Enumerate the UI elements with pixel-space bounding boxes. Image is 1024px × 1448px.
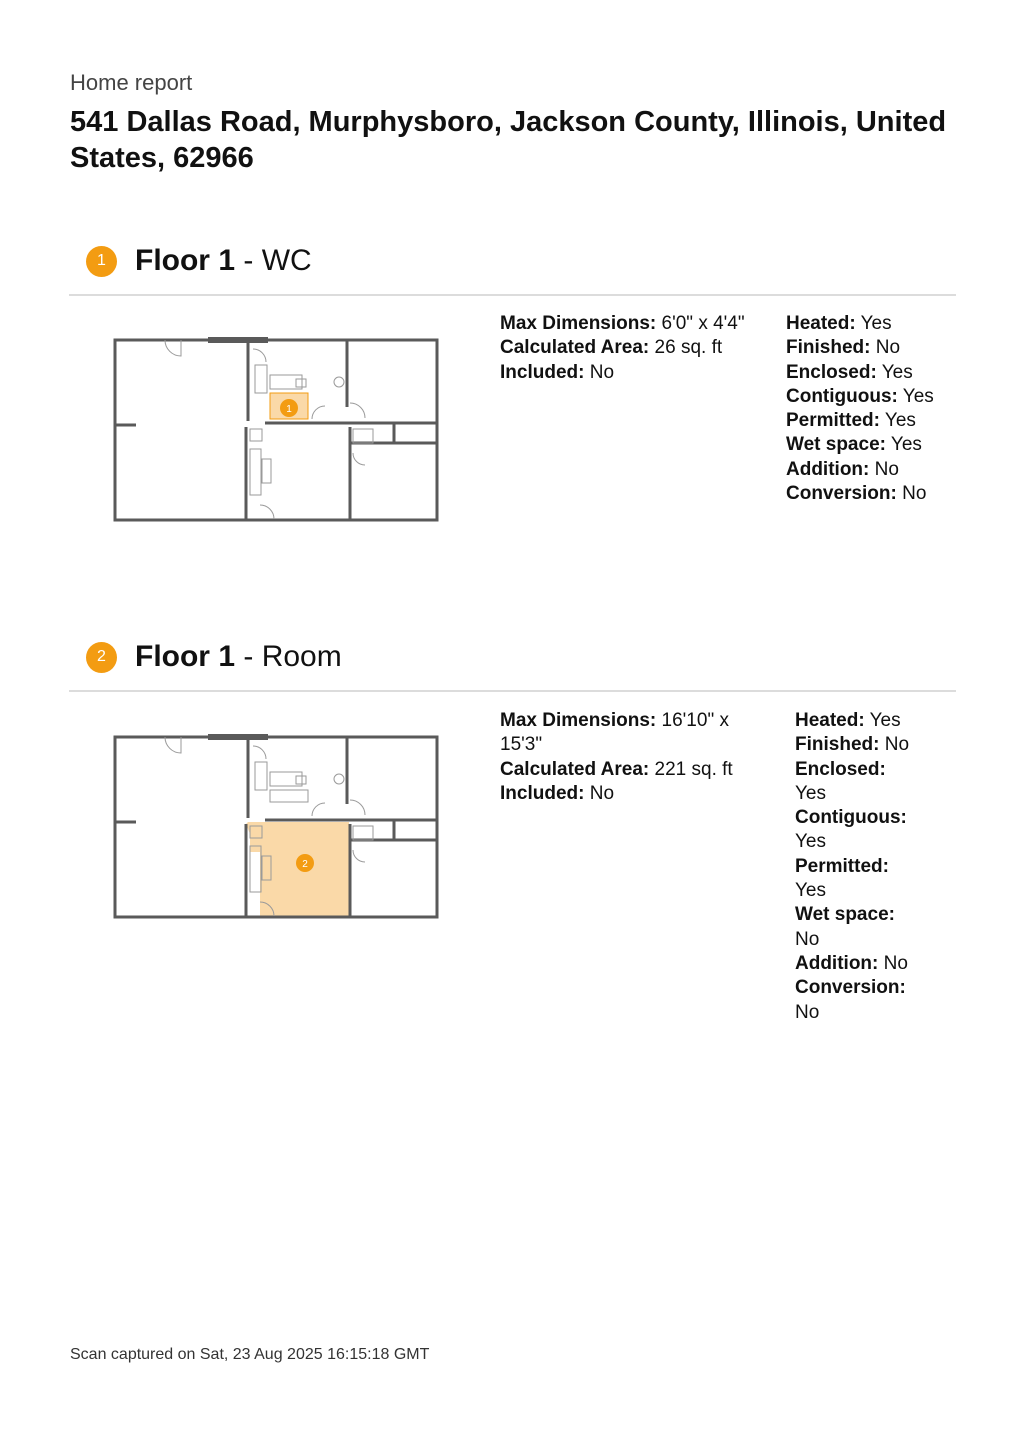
- section-heading: [86, 241, 312, 281]
- room-name: WC: [261, 244, 312, 277]
- detail-row: [500, 312, 770, 336]
- detail-value: No: [589, 782, 615, 804]
- attribute-row: [795, 976, 920, 1025]
- attribute-label: Contiguous:: [795, 807, 907, 829]
- detail-label: Max Dimensions:: [500, 313, 657, 334]
- detail-label: Max Dimensions:: [500, 710, 657, 731]
- attribute-row: [795, 952, 920, 976]
- attribute-label: Finished:: [786, 337, 871, 359]
- detail-row: [500, 758, 760, 782]
- attribute-value: No: [795, 1001, 820, 1023]
- attribute-label: Conversion:: [786, 483, 897, 505]
- floor-label: Floor 1: [135, 244, 236, 277]
- attribute-value: No: [884, 734, 910, 756]
- attribute-row: [786, 482, 956, 506]
- attribute-row: [786, 361, 956, 385]
- attribute-row: [795, 709, 920, 733]
- attribute-row: [786, 312, 956, 336]
- floor-label: Floor 1: [135, 640, 236, 673]
- detail-label: Included:: [500, 361, 585, 383]
- attribute-value: Yes: [881, 361, 913, 383]
- attributes-column: [786, 312, 956, 506]
- detail-value: 221 sq. ft: [654, 758, 733, 780]
- attribute-label: Finished:: [795, 734, 880, 756]
- attributes-column: [795, 709, 920, 1025]
- report-label: Home report: [70, 70, 193, 95]
- attribute-value: Yes: [795, 880, 826, 902]
- attribute-value: No: [874, 458, 899, 480]
- attribute-value: Yes: [884, 410, 916, 432]
- attribute-label: Conversion:: [795, 977, 906, 999]
- attribute-value: Yes: [795, 831, 826, 853]
- attribute-value: No: [883, 952, 908, 974]
- room-name: Room: [261, 640, 342, 673]
- attribute-value: No: [875, 337, 901, 359]
- attribute-label: Enclosed:: [786, 361, 877, 383]
- attribute-row: [786, 336, 956, 360]
- detail-value: 26 sq. ft: [654, 337, 723, 359]
- detail-label: Calculated Area:: [500, 337, 650, 359]
- attribute-row: [786, 409, 956, 433]
- detail-value: 6'0" x 4'4": [661, 313, 745, 334]
- attribute-row: [786, 385, 956, 409]
- dimensions-column: [500, 709, 760, 806]
- dimensions-column: [500, 312, 770, 385]
- attribute-row: [795, 903, 920, 952]
- attribute-label: Permitted:: [786, 410, 880, 432]
- number-badge-icon: 1: [86, 246, 117, 277]
- section-heading: [86, 637, 342, 677]
- attribute-label: Contiguous:: [786, 385, 898, 407]
- attribute-label: Enclosed:: [795, 758, 886, 780]
- attribute-value: Yes: [902, 385, 934, 407]
- room-marker-label: 2: [302, 859, 308, 870]
- attribute-value: No: [795, 928, 820, 950]
- attribute-row: [786, 433, 956, 457]
- detail-label: Calculated Area:: [500, 758, 650, 780]
- section-divider: [69, 690, 956, 692]
- attribute-row: [795, 806, 920, 855]
- attribute-label: Heated:: [795, 710, 865, 731]
- attribute-value: Yes: [890, 434, 922, 456]
- attribute-value: Yes: [795, 782, 826, 804]
- attribute-row: [795, 855, 920, 904]
- attribute-value: Yes: [869, 710, 901, 731]
- attribute-value: No: [902, 483, 927, 505]
- attribute-label: Addition:: [795, 952, 879, 974]
- attribute-row: [795, 758, 920, 807]
- floor-plan-icon: [110, 337, 442, 527]
- section-title: Floor 1 - WC: [135, 244, 312, 277]
- section-divider: [69, 294, 956, 296]
- attribute-row: [786, 458, 956, 482]
- attribute-label: Addition:: [786, 458, 870, 480]
- attribute-label: Permitted:: [795, 855, 889, 877]
- detail-row: [500, 361, 770, 385]
- page-title: 541 Dallas Road, Murphysboro, Jackson County, Illinois, United States, 62966: [70, 106, 947, 174]
- attribute-label: Wet space:: [786, 434, 886, 456]
- detail-row: [500, 782, 760, 806]
- attribute-label: Heated:: [786, 313, 856, 334]
- attribute-row: [795, 733, 920, 757]
- detail-value: No: [589, 361, 615, 383]
- attribute-value: Yes: [860, 313, 892, 334]
- floor-plan-icon: [110, 734, 442, 924]
- detail-row: [500, 336, 770, 360]
- number-badge-icon: 2: [86, 642, 117, 673]
- section-title: Floor 1 - Room: [135, 640, 342, 673]
- detail-label: Included:: [500, 782, 585, 804]
- room-marker-label: 1: [286, 404, 292, 415]
- scan-timestamp: Scan captured on Sat, 23 Aug 2025 16:15:18 GMT: [70, 1346, 430, 1363]
- detail-value: 16'10" x 15'3": [500, 710, 729, 756]
- attribute-label: Wet space:: [795, 904, 895, 926]
- detail-row: [500, 709, 760, 758]
